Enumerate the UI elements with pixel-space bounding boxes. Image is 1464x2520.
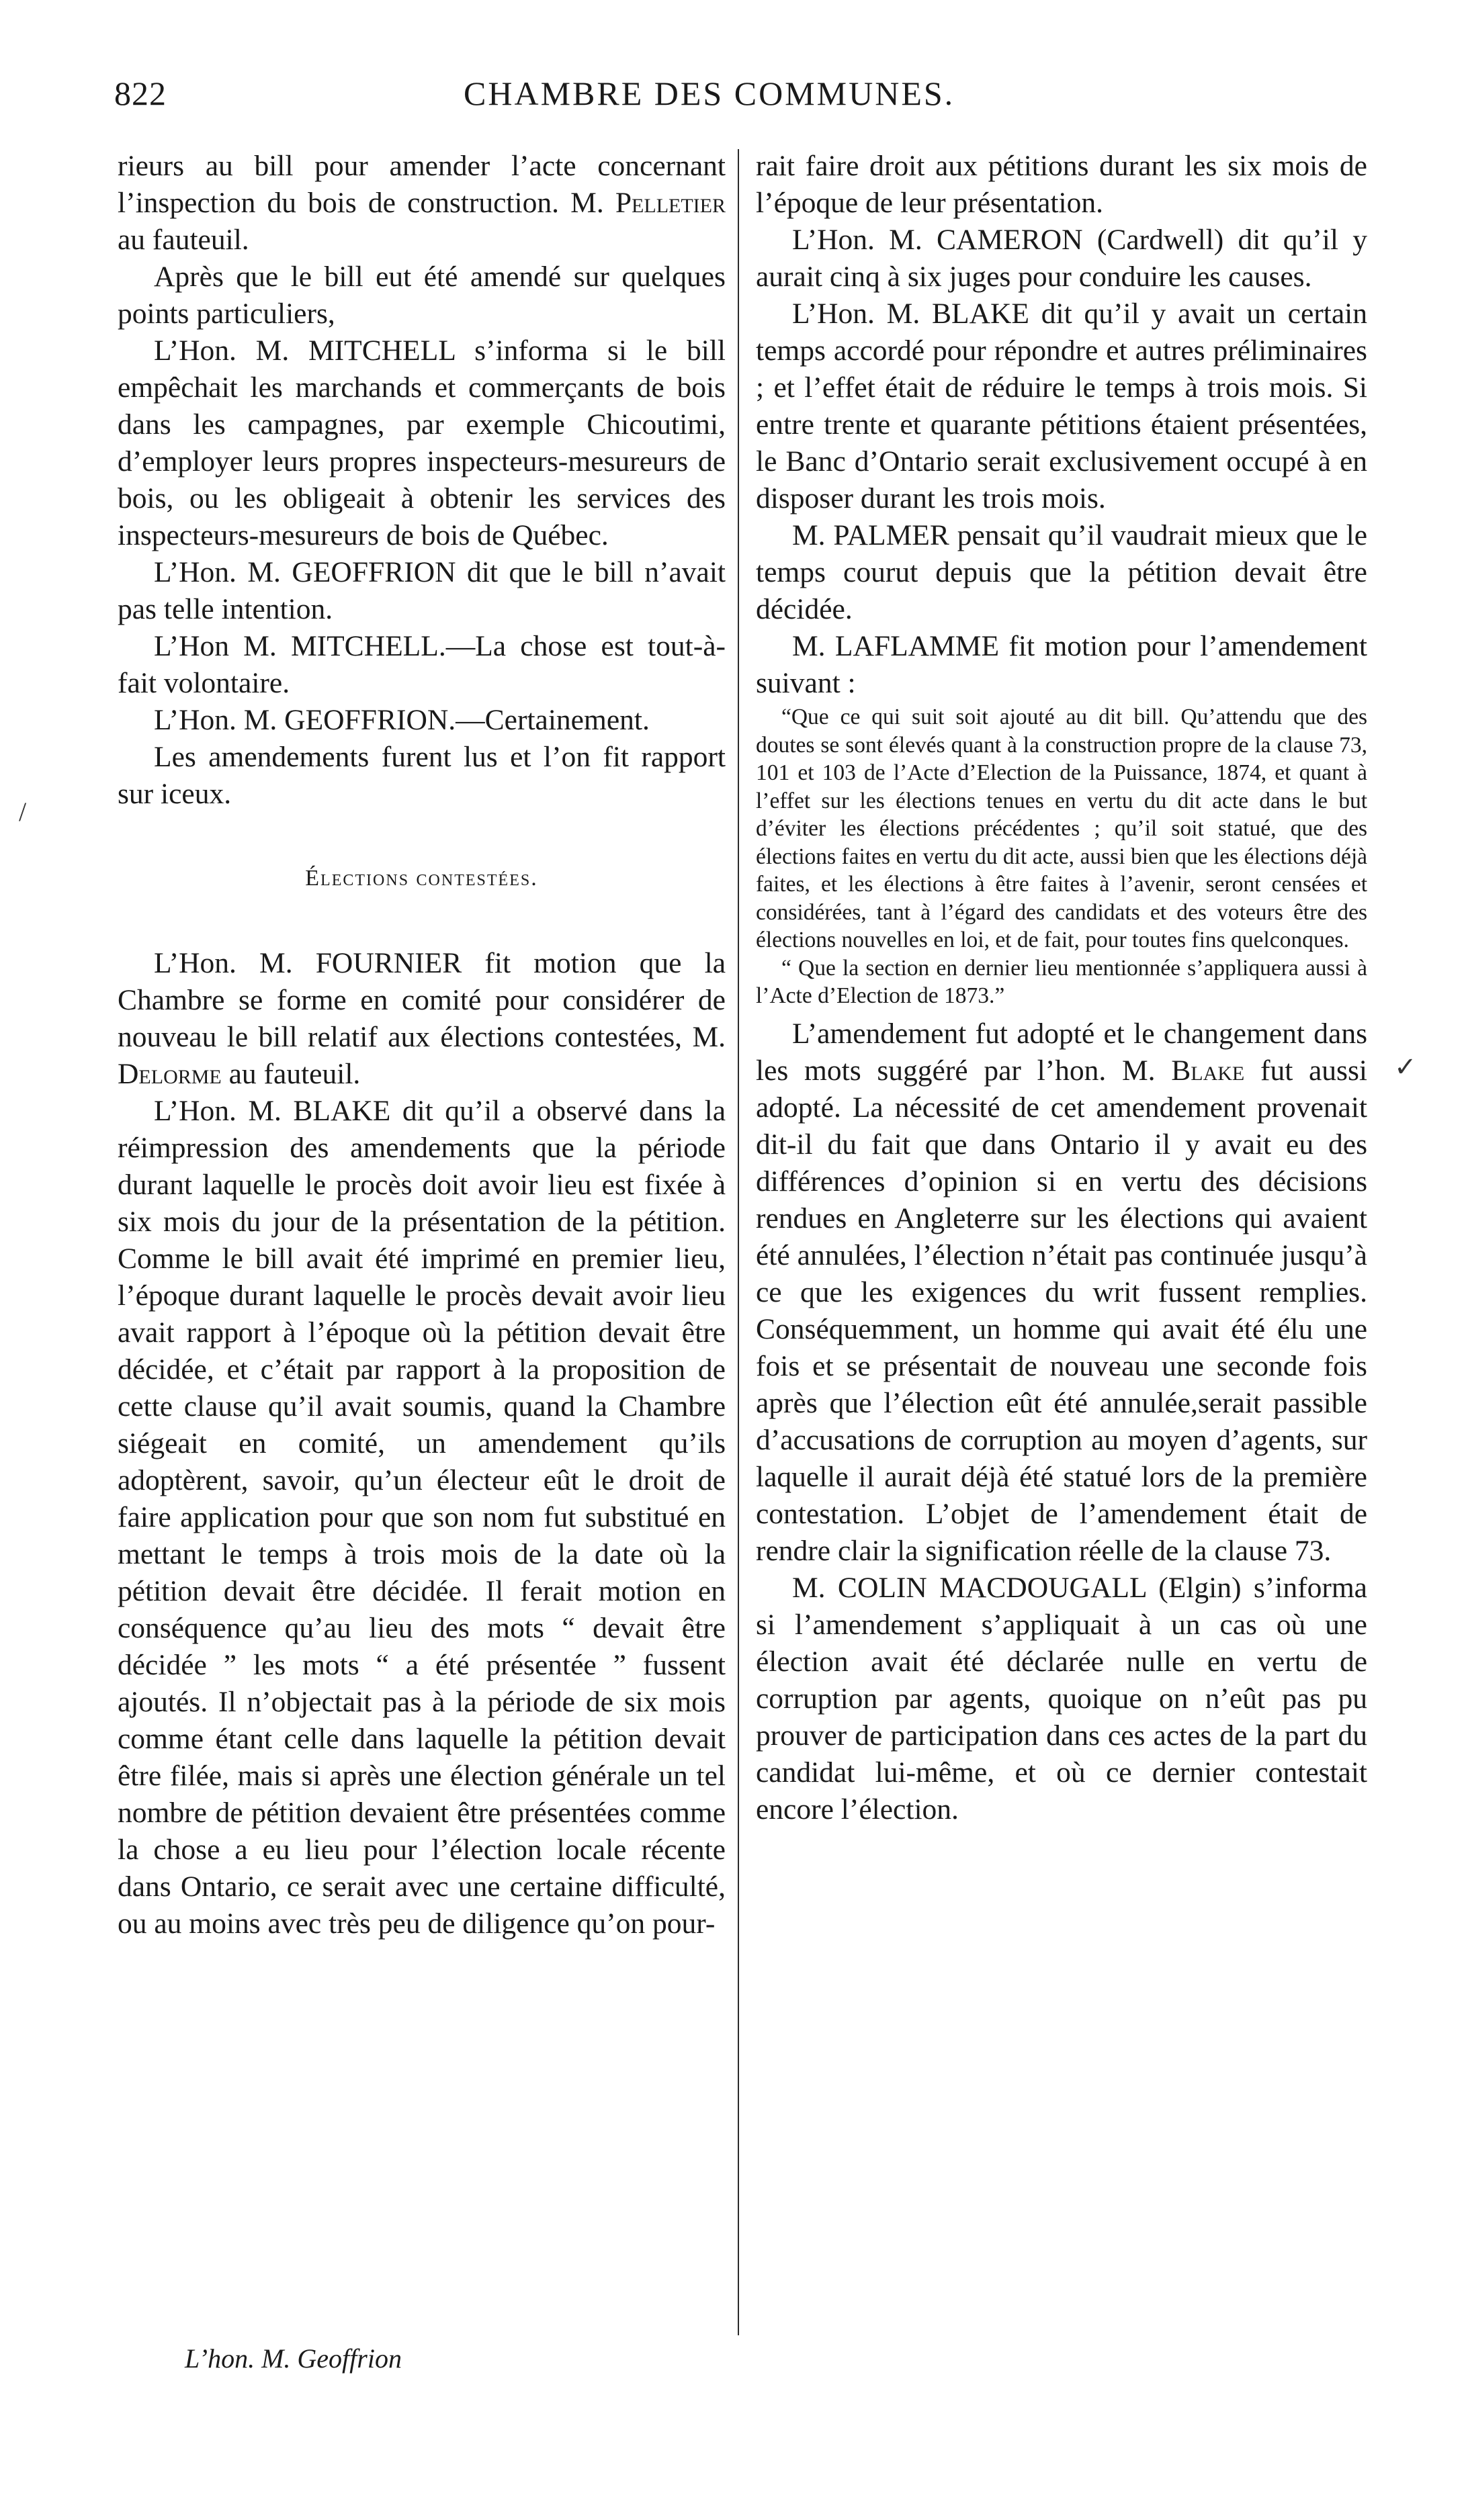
paragraph: L’Hon. M. BLAKE dit qu’il a observé dans la réimpression des amendements que la période durant laquelle le procès doit avoir lieu est fixée à six mois du jour de la présentation de la pétition. Comme le bill avait été imprimé en premier lieu, l’époque durant laquelle le procès devait avoir lieu avait rapport à l’époque où la pétition devait être décidée, et c’était par rapport à la proposition de cette clause qu’il avait soumis, quand la Chambre siégeait en comité, un amendement qu’ils adoptèrent, savoir, qu’un électeur eût le droit de faire application pour que son nom fut substitué en mettant le temps à trois mois de la date où la pétition devait être décidée. Il ferait motion en conséquence qu’au lieu des mots “ devait être décidée ” les mots “ a été présentée ” fussent ajoutés. Il n’objectait pas à la période de six mois comme étant celle dans laquelle la pétition devait être filée, mais si après une élection générale un tel nombre de pétition devaient être présentées comme la chose a eu lieu pour l’élection locale récente dans Ontario, ce serait avec une certaine difficulté, ou au moins avec très peu de diligence qu’on pour-	[118, 1095, 726, 1940]
running-title: CHAMBRE DES COMMUNES.	[464, 75, 955, 112]
margin-mark: ✓	[1394, 1052, 1417, 1082]
footnote: L’hon. M. Geoffrion	[185, 2343, 402, 2374]
speaker-name: M. Pelletier	[570, 187, 726, 219]
page-header	[114, 74, 1384, 128]
column-divider	[738, 149, 739, 2335]
quoted-amendment	[756, 703, 1367, 1010]
paragraph: Après que le bill eut été amendé sur quelques points particuliers,	[118, 261, 726, 330]
paragraph: Les amendements furent lus et l’on fit rapport sur iceux.	[118, 741, 726, 810]
paragraph: L’Hon. M. FOURNIER fit motion que la Chambre se forme en comité pour considérer de nouveau le bill relatif aux élections contestées, M. Delorme au fauteuil.	[118, 947, 726, 1090]
paragraph: L’Hon. M. BLAKE dit qu’il y avait un certain temps accordé pour répondre et autres préliminaires ; et l’effet était de réduire le temps à trois mois. Si entre trente et quarante pétitions étaient présentées, le Banc d’Ontario serait exclusivement occupé à en disposer durant les trois mois.	[756, 298, 1367, 514]
paragraph: M. LAFLAMME fit motion pour l’amendement suivant :	[756, 630, 1367, 699]
paragraph: M. PALMER pensait qu’il vaudrait mieux que le temps courut depuis que la pétition devait être décidée.	[756, 519, 1367, 625]
speaker-name: M. Delorme	[118, 1021, 726, 1090]
margin-mark: /	[19, 797, 27, 827]
paragraph: L’amendement fut adopté et le changement dans les mots suggéré par l’hon. M. Blake fut aussi adopté. La nécessité de cet amendement provenait dit-il du fait que dans Ontario il y avait eu des différences d’opinion si en vertu des décisions rendues en Angleterre sur les élections qui avaient été annulées, l’élection n’était pas continuée jusqu’à ce que les exigences du writ fussent remplies. Conséquemment, un homme qui avait été élu une fois et se présentait de nouveau une seconde fois après que l’élection eût été annulée,serait passible d’accusations de corruption au moyen d’agents, sur laquelle il aurait déjà été statué lors de la première contestation. L’objet de l’amendement était de rendre clair la signification réelle de la clause 73.	[756, 1017, 1368, 1567]
section-heading: Élections contestées.	[305, 866, 538, 891]
page-number: 822	[114, 75, 167, 112]
quote-paragraph: “Que ce qui suit soit ajouté au dit bill. Qu’attendu que des doutes se sont élevés quant à la construction propre de la clause 73, 101 et 103 de l’Acte d’Election de la Puissance, 1874, et quant à l’effet sur les élections tenues en vertu du dit acte dans le but d’éviter les élections précédentes ; qu’il soit statué, que des élections faites en vertu du dit acte, aussi bien que les élections déjà faites, et les élections à être faites à l’avenir, seront censées et considérées, tant à l’égard des candidats et des voteurs être des élections nouvelles en loi, et de fait, pour toutes fins quelconques.	[756, 705, 1367, 952]
paragraph: L’Hon. M. MITCHELL s’informa si le bill empêchait les marchands et commerçants de bois dans les campagnes, par exemple Chicoutimi, d’employer leurs propres inspecteurs-mesureurs de bois, ou les obligeait à obtenir les services des inspecteurs-mesureurs de bois de Québec.	[118, 334, 726, 551]
paragraph: L’Hon. M. GEOFFRION dit que le bill n’avait pas telle intention.	[118, 556, 726, 625]
paragraph: rieurs au bill pour amender l’acte concernant l’inspection du bois de construction. M. Pelletier au fauteuil.	[118, 150, 726, 256]
paragraph: rait faire droit aux pétitions durant les six mois de l’époque de leur présentation.	[756, 150, 1367, 219]
paragraph: L’Hon. M. GEOFFRION.—Certainement.	[154, 704, 650, 736]
quote-paragraph: “ Que la section en dernier lieu mentionnée s’appliquera aussi à l’Acte d’Election de 1873.”	[756, 955, 1367, 1008]
right-column	[756, 148, 1367, 1828]
speaker-name: M. Blake	[1122, 1054, 1245, 1087]
paragraph: L’Hon M. MITCHELL.—La chose est tout-à-fait volontaire.	[118, 630, 726, 699]
paragraph: M. COLIN MACDOUGALL (Elgin) s’informa si l’amendement s’appliquait à un cas où une élection avait été déclarée nulle en vertu de corruption par agents, quoique on n’eût pas pu prouver de participation dans ces actes de la part du candidat lui-même, et où ce dernier contestait encore l’élection.	[756, 1571, 1367, 1826]
paragraph: L’Hon. M. CAMERON (Cardwell) dit qu’il y aurait cinq à six juges pour conduire les causes.	[756, 224, 1367, 293]
left-column	[118, 148, 726, 1942]
